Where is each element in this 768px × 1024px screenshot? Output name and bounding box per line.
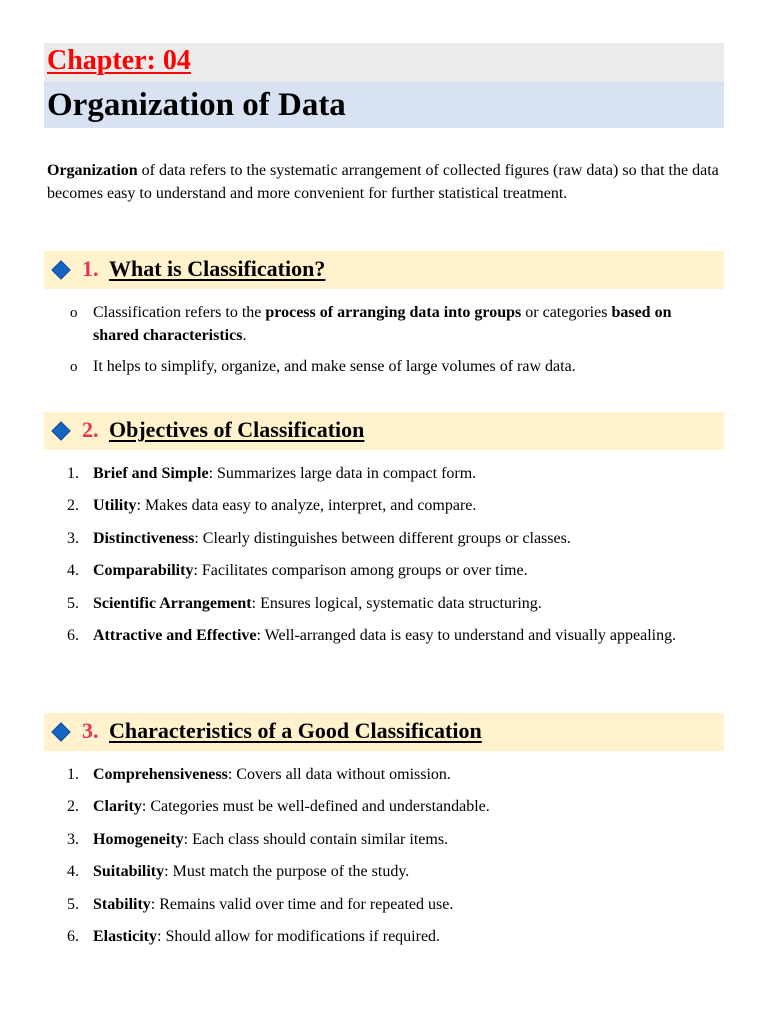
item-desc: : Facilitates comparison among groups or over time.	[193, 562, 528, 579]
number-marker: 1.	[67, 465, 79, 482]
number-marker: 2.	[67, 497, 79, 514]
item-term: Clarity	[93, 798, 142, 815]
number-marker: 4.	[67, 863, 79, 880]
item-term: Homogeneity	[93, 831, 184, 848]
item-desc: : Should allow for modifications if required.	[157, 928, 441, 945]
item-term: Comprehensiveness	[93, 766, 228, 783]
item-term: Stability	[93, 896, 151, 913]
intro-bold-lead: Organization	[47, 162, 138, 179]
section-number: 3.	[82, 718, 99, 743]
item-term: Attractive and Effective	[93, 627, 257, 644]
item-term: Utility	[93, 497, 137, 514]
number-marker: 4.	[67, 562, 79, 579]
section-heading-3	[44, 713, 724, 751]
item-term: Comparability	[93, 562, 194, 579]
item-desc: : Ensures logical, systematic data structuring.	[251, 595, 542, 612]
number-marker: 3.	[67, 530, 79, 547]
item-desc: : Covers all data without omission.	[227, 766, 451, 783]
text-run: Classification refers to the	[93, 304, 266, 321]
item-term: Suitability	[93, 863, 165, 880]
number-marker: 2.	[67, 798, 79, 815]
item-term: Elasticity	[93, 928, 157, 945]
number-marker: 6.	[67, 627, 79, 644]
text-run: .	[242, 326, 247, 344]
bold-run: process of arranging data into groups	[265, 304, 522, 321]
section-number: 1.	[82, 256, 99, 281]
number-marker: 1.	[67, 766, 79, 783]
item-desc: : Summarizes large data in compact form.	[208, 465, 477, 482]
diamond-icon	[51, 421, 71, 441]
chapter-header	[44, 43, 724, 82]
title-banner	[44, 82, 724, 128]
item-desc: : Well-arranged data is easy to understand and visually appealing.	[256, 627, 677, 644]
section-title: Characteristics of a Good Classification	[109, 718, 482, 743]
bullet-marker: o	[70, 305, 78, 321]
section-title: What is Classification?	[109, 256, 326, 281]
item-desc: : Remains valid over time and for repeated use.	[150, 896, 454, 913]
bullet-marker: o	[70, 359, 78, 375]
item-desc: : Clearly distinguishes between different groups or classes.	[194, 530, 571, 547]
number-marker: 6.	[67, 928, 79, 945]
item-term: Scientific Arrangement	[93, 595, 252, 612]
item-term: Distinctiveness	[93, 530, 195, 547]
diamond-icon	[51, 260, 71, 280]
item-desc: : Categories must be well-defined and understandable.	[141, 798, 490, 815]
section-number: 2.	[82, 417, 99, 442]
bold-run: based on shared characteristics	[93, 304, 672, 344]
number-marker: 3.	[67, 831, 79, 848]
intro-paragraph	[47, 160, 722, 205]
chapter-label: Chapter: 04	[47, 45, 191, 76]
section-heading-2	[44, 412, 724, 450]
intro-text: of data refers to the systematic arrangement of collected figures (raw data) so that the data becomes easy to understand and more convenient for further statistical treatment.	[47, 162, 719, 202]
item-desc: : Each class should contain similar items.	[183, 831, 449, 848]
item-desc: : Must match the purpose of the study.	[164, 863, 410, 880]
number-marker: 5.	[67, 896, 79, 913]
page-title: Organization of Data	[47, 87, 346, 123]
item-desc: : Makes data easy to analyze, interpret, and compare.	[136, 497, 477, 514]
text-run: or categories	[521, 304, 612, 321]
list-item-text	[93, 302, 708, 347]
list-item-text: It helps to simplify, organize, and make sense of large volumes of raw data.	[93, 358, 576, 375]
section-heading-1	[44, 251, 724, 289]
number-marker: 5.	[67, 595, 79, 612]
diamond-icon	[51, 722, 71, 742]
section-title: Objectives of Classification	[109, 417, 365, 442]
item-term: Brief and Simple	[93, 465, 209, 482]
